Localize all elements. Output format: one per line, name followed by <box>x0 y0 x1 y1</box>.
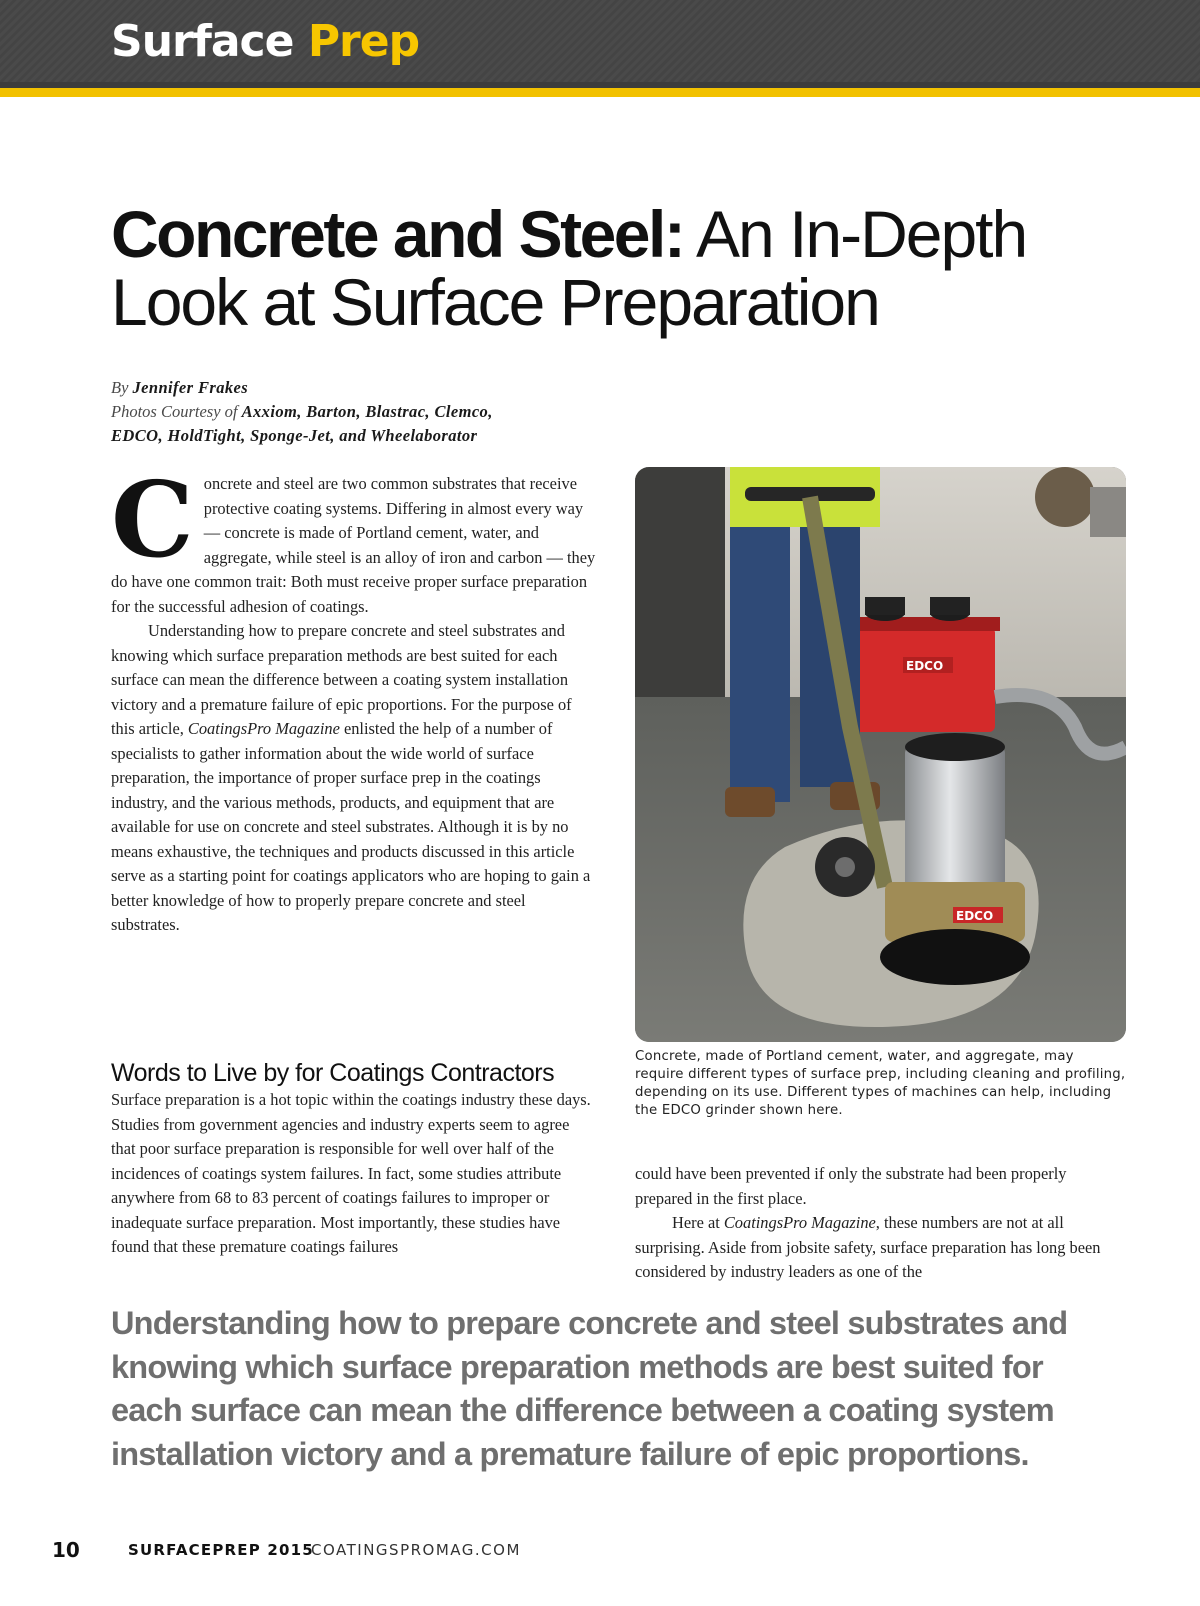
page-footer <box>52 1538 1152 1568</box>
headline-line1-rest: An In-Depth <box>683 197 1027 271</box>
section-title-accent: Prep <box>307 16 420 67</box>
photo-red-vacuum <box>845 627 995 732</box>
byline-photo-credits-1: Axxiom, Barton, Blastrac, Clemco, <box>241 402 493 421</box>
byline-by-label: By <box>111 378 129 397</box>
header-accent-rule <box>0 88 1200 97</box>
photo-wall-box <box>1090 487 1126 537</box>
byline-author: Jennifer Frakes <box>132 378 249 397</box>
photo-vacuum-label: EDCO <box>906 659 944 673</box>
section-paragraph-1: Surface preparation is a hot topic within the coatings industry these days. Studies from government agencies and industry experts seem to agree that poor surface preparation is responsible for well over half of the incidences of coatings system failures. In fact, some studies attribute anywhere from 68 to 83 percent of coatings failures to improper or inadequate surface preparation. Most importantly, these studies have found that these premature coatings failures <box>111 1090 591 1256</box>
photo-doorway <box>635 467 725 717</box>
section-subhead: Words to Live by for Coatings Contractors <box>111 1059 555 1087</box>
intro-paragraph-1 <box>111 458 597 619</box>
continuation-paragraph-2 <box>635 1211 1126 1285</box>
footer-website: COATINGSPROMAG.COM <box>311 1541 521 1559</box>
section-title <box>111 14 419 70</box>
page-number: 10 <box>52 1538 80 1562</box>
photo-grinder-motor <box>905 747 1005 887</box>
headline-bold: Concrete and Steel: <box>111 197 684 271</box>
magazine-name: CoatingsPro Magazine <box>187 719 340 738</box>
photo-vacuum-top <box>840 617 1000 631</box>
photo-grinder-motor-top <box>905 733 1005 761</box>
photo-illustration <box>635 467 1126 1042</box>
photo-wall-disc <box>1035 467 1095 527</box>
intro-column <box>111 458 597 938</box>
photo-grinder-wheel-hub <box>835 857 855 877</box>
photo-worker-jeans-left <box>730 527 790 802</box>
photo-vacuum-canister-1-body <box>865 597 905 615</box>
byline-photo-credits-2: EDCO, HoldTight, Sponge-Jet, and Wheelaborator <box>111 426 478 445</box>
byline-photos-label: Photos Courtesy of <box>111 402 238 421</box>
pull-quote: Understanding how to prepare concrete and steel substrates and knowing which surface preparation methods are best suited for each surface can mean the difference between a coating system installation victory and a premature failure of epic proportions. <box>111 1305 1068 1472</box>
drop-cap: C <box>111 458 194 581</box>
continuation-paragraph-2-start: Here at <box>672 1213 724 1232</box>
intro-paragraph-2-start: Understanding how to prepare concrete and steel substrates and knowing which surface preparation methods are best suited for each surface can mean the difference between a coating system installation victory and a premature failure of epic proportions. For the purpose of this article, <box>111 621 572 738</box>
magazine-name-2: CoatingsPro Magazine <box>723 1213 876 1232</box>
headline-line2: Look at Surface Preparation <box>111 265 879 339</box>
photo-grinder-base-label: EDCO <box>956 909 994 923</box>
photo-worker-boot-left <box>725 787 775 817</box>
intro-paragraph-2 <box>111 619 597 938</box>
intro-paragraph-2-end: enlisted the help of a number of specialists to gather information about the wide world of surface preparation, the importance of proper surface prep in the coatings industry, and the various methods, products, and equipment that are available for use on concrete and steel substrates. Although it is by no means exhaustive, the techniques and products discussed in this article serve as a starting point for coatings applicators who are hoping to gain a better knowledge of how to properly prepare concrete and steel substrates. <box>111 719 591 934</box>
article-headline <box>111 197 1111 339</box>
continuation-paragraph-2-end: , these numbers are not at all surprising. Aside from jobsite safety, surface preparation has long been considered by industry leaders as one of the <box>635 1213 1101 1281</box>
intro-paragraph-1-text: oncrete and steel are two common substrates that receive protective coating systems. Differing in almost every way — concrete is made of Portland cement, water, and aggregate, while steel is an alloy of iron and carbon — they do have one common trait: Both must receive proper surface preparation for the successful adhesion of coatings. <box>111 474 596 616</box>
photo-grinder-skirt <box>880 929 1030 985</box>
article-photo-floor-grinder <box>635 467 1126 1042</box>
byline <box>111 376 591 448</box>
photo-caption: Concrete, made of Portland cement, water, and aggregate, may require different types of surface prep, including cleaning and profiling, depending on its use. Different types of machines can help, including the EDCO grinder shown here. <box>635 1049 1126 1118</box>
continuation-paragraph-1: could have been prevented if only the substrate had been properly prepared in the first place. <box>635 1164 1067 1208</box>
photo-vacuum-canister-2-body <box>930 597 970 615</box>
section-title-light: Surface <box>111 16 294 67</box>
continuation-column <box>635 1162 1126 1285</box>
footer-publication: SURFACEPREP 2015 <box>128 1541 314 1559</box>
section-body-column <box>111 1088 597 1260</box>
